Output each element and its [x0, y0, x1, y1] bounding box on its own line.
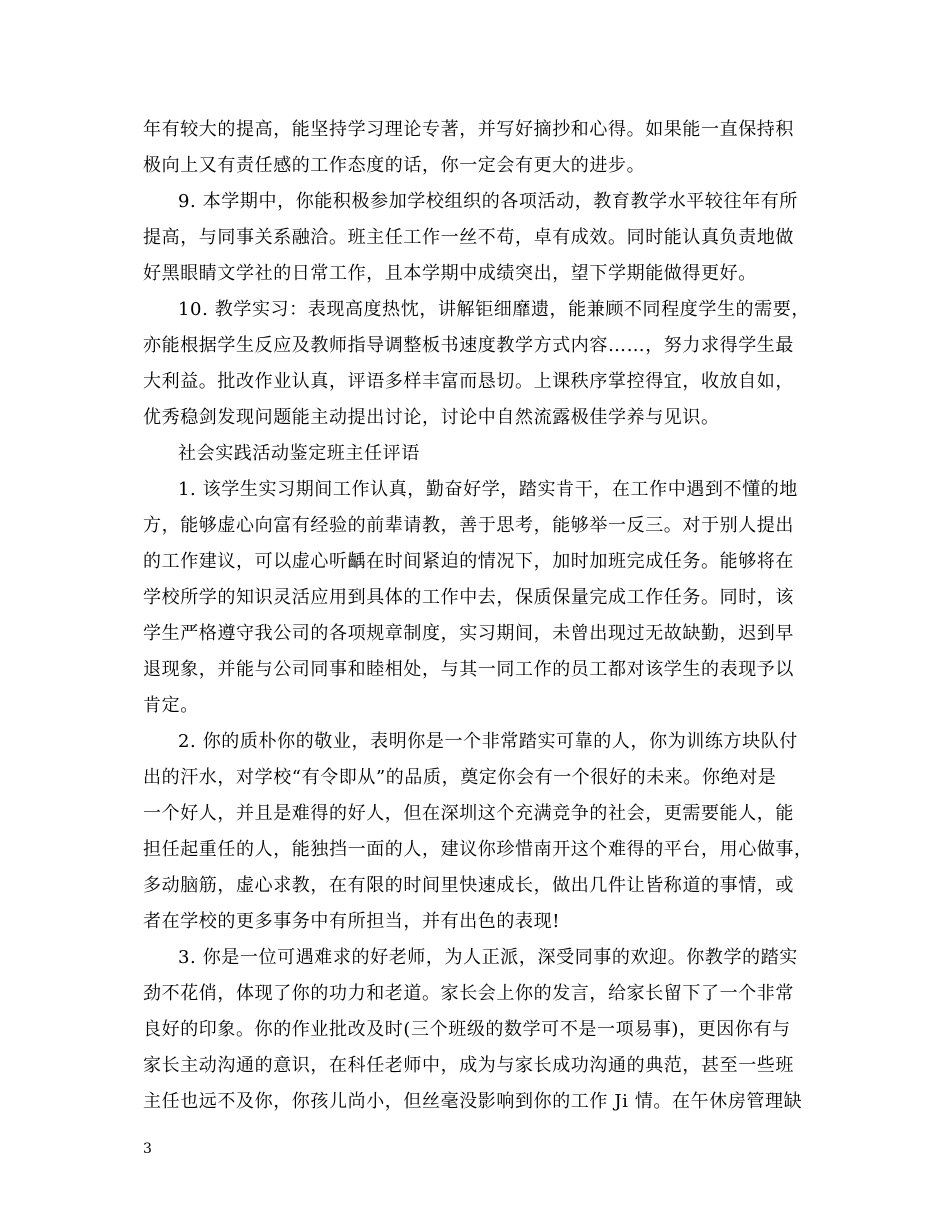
text-line: 主任也远不及你，你孩儿尚小，但丝毫没影响到你的工作 Ji 情。在午休房管理缺 [143, 1091, 803, 1112]
text-line: 亦能根据学生反应及教师指导调整板书速度教学方式内容……，努力求得学生最 [143, 335, 794, 356]
text-line: 2. 你的质朴你的敬业，表明你是一个非常踏实可靠的人，你为训练方块队付 [178, 731, 798, 752]
text-line: 提高，与同事关系融洽。班主任工作一丝不苟，卓有成效。同时能认真负责地做 [143, 227, 794, 248]
text-line: 极向上又有责任感的工作态度的话，你一定会有更大的进步。 [143, 155, 646, 176]
text-line: 多动脑筋，虚心求教，在有限的时间里快速成长，做出几件让皆称道的事情，或 [143, 875, 794, 896]
text-line: 家长主动沟通的意识，在科任老师中，成为与家长成功沟通的典范，甚至一些班 [143, 1055, 794, 1076]
text-line: 好黑眼睛文学社的日常工作，且本学期中成绩突出，望下学期能做得更好。 [143, 263, 757, 284]
section-heading: 社会实践活动鉴定班主任评语 [178, 443, 420, 464]
text-line: 良好的印象。你的作业批改及时(三个班级的数学可不是一项易事)，更因你有与 [143, 1019, 791, 1040]
text-line: 担任起重任的人，能独挡一面的人，建议你珍惜南开这个难得的平台，用心做事， [143, 839, 813, 860]
text-line: 肯定。 [143, 695, 199, 716]
text-line: 者在学校的更多事务中有所担当，并有出色的表现! [143, 911, 561, 932]
text-line: 年有较大的提高，能坚持学习理论专著，并写好摘抄和心得。如果能一直保持积 [143, 119, 794, 140]
text-line: 1. 该学生实习期间工作认真，勤奋好学，踏实肯干，在工作中遇到不懂的地 [178, 479, 798, 500]
text-line: 3. 你是一位可遇难求的好老师，为人正派，深受同事的欢迎。你教学的踏实 [178, 947, 798, 968]
text-line: 劲不花俏，体现了你的功力和老道。家长会上你的发言，给家长留下了一个非常 [143, 983, 794, 1004]
text-line: 退现象，并能与公司同事和睦相处，与其一同工作的员工都对该学生的表现予以 [143, 659, 794, 680]
text-line: 一个好人，并且是难得的好人，但在深圳这个充满竞争的社会，更需要能人，能 [143, 803, 794, 824]
text-line: 出的汗水，对学校“有令即从”的品质，奠定你会有一个很好的未来。你绝对是 [143, 767, 777, 788]
page-number: 3 [143, 1141, 152, 1157]
text-line: 学生严格遵守我公司的各项规章制度，实习期间，未曾出现过无故缺勤，迟到早 [143, 623, 794, 644]
text-line: 方，能够虚心向富有经验的前辈请教，善于思考，能够举一反三。对于别人提出 [143, 515, 794, 536]
text-line: 10. 教学实习：表现高度热忱，讲解钜细靡遗，能兼顾不同程度学生的需要， [178, 299, 810, 320]
text-line: 大利益。批改作业认真，评语多样丰富而恳切。上课秩序掌控得宜，收放自如， [143, 371, 794, 392]
text-line: 9. 本学期中，你能积极参加学校组织的各项活动，教育教学水平较往年有所 [178, 191, 798, 212]
text-line: 的工作建议，可以虚心听齲在时间紧迫的情况下，加时加班完成任务。能够将在 [143, 551, 794, 572]
text-line: 学校所学的知识灵活应用到具体的工作中去，保质保量完成工作任务。同时，该 [143, 587, 794, 608]
text-line: 优秀稳剑发现问题能主动提出讨论，讨论中自然流露极佳学养与见识。 [143, 407, 720, 428]
